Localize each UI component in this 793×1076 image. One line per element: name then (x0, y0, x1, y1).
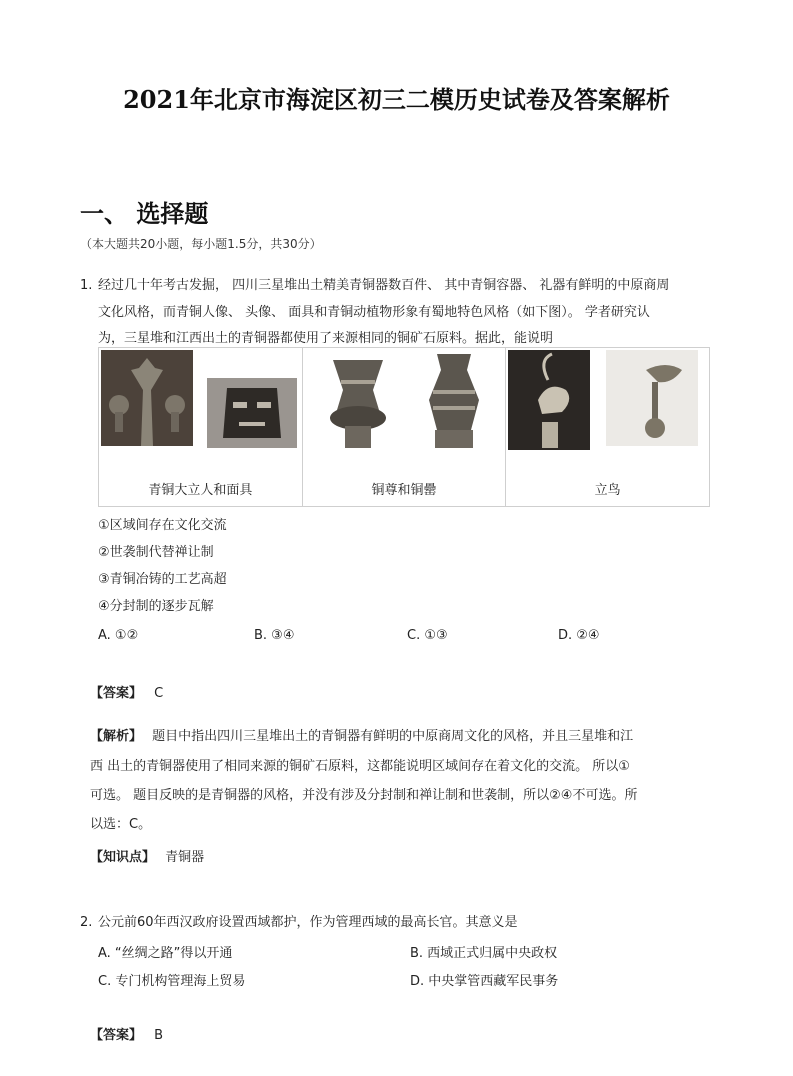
bronze-lei-image (421, 350, 487, 450)
page-title: 2021年北京市海淀区初三二模历史试卷及答案解析 (123, 85, 670, 114)
q2-option-b: B. 西域正式归属中央政权 (410, 946, 558, 961)
bronze-bird-ornament-image (606, 350, 698, 446)
section-note: （本大题共20小题，每小题1.5分，共30分） (80, 237, 322, 251)
q2-option-c: C. 专门机构管理海上贸易 (98, 974, 246, 989)
q1-statement: ①区域间存在文化交流 (98, 518, 227, 533)
answer-value: B (154, 1028, 164, 1043)
q1-option-a: A. ①② (98, 628, 139, 643)
bronze-mask-image (207, 378, 297, 448)
q1-option-d: D. ②④ (558, 628, 600, 643)
q2-option-a: A. “丝绸之路”得以开通 (98, 946, 233, 961)
q1-number: 1. (80, 278, 93, 293)
answer-label: 【答案】 (90, 686, 143, 701)
q1-option-c: C. ①③ (407, 628, 448, 643)
figure-cell-bronze-figure (99, 348, 303, 506)
q1-answer (90, 684, 163, 704)
q1-stem-line: 文化风格，而青铜人像、 头像、 面具和青铜动植物形象有蜀地特色风格（如下图）。 学者研究认 (98, 305, 650, 320)
q1-option-b: B. ③④ (254, 628, 295, 643)
bronze-standing-figure-image (101, 350, 193, 446)
q2-option-d: D. 中央掌管西藏军民事务 (410, 974, 559, 989)
figure-cell-bronze-vessels (303, 348, 507, 506)
analysis-line: 题目中指出四川三星堆出土的青铜器有鲜明的中原商周文化的风格，并且三星堆和江 (152, 729, 634, 744)
q1-figure-table (98, 347, 710, 507)
figure-caption: 铜尊和铜罍 (371, 483, 437, 498)
q1-stem-line: 为，三星堆和江西出土的青铜器都使用了来源相同的铜矿石原料。据此，能说明 (98, 331, 554, 346)
q1-statement: ③青铜冶铸的工艺高超 (98, 572, 227, 587)
analysis-label: 【解析】 (90, 729, 143, 744)
answer-label: 【答案】 (90, 1028, 143, 1043)
knowledge-value: 青铜器 (165, 850, 205, 865)
bronze-zun-image (323, 350, 393, 450)
q1-statement: ②世袭制代替禅让制 (98, 545, 214, 560)
section-heading: 一、 选择题 (80, 200, 209, 228)
figure-cell-bronze-bird (506, 348, 709, 506)
answer-value: C (154, 686, 164, 701)
q1-stem-line: 经过几十年考古发掘， 四川三星堆出土精美青铜器数百件、 其中青铜容器、 礼器有鲜明的中原商周 (98, 278, 670, 293)
analysis-line: 以选：C。 (90, 817, 152, 832)
bronze-bird-image (508, 350, 590, 450)
q2-answer (90, 1026, 163, 1046)
q1-analysis-first-line (90, 727, 633, 747)
analysis-line: 西 出土的青铜器使用了相同来源的铜矿石原料，这都能说明区域间存在着文化的交流。 所以① (90, 759, 630, 774)
knowledge-label: 【知识点】 (90, 850, 156, 865)
q2-stem: 公元前60年西汉政府设置西域都护，作为管理西域的最高长官。其意义是 (98, 915, 518, 930)
q1-statement: ④分封制的逐步瓦解 (98, 599, 214, 614)
figure-caption: 青铜大立人和面具 (148, 483, 253, 498)
q1-knowledge-point (90, 848, 204, 868)
analysis-line: 可选。 题目反映的是青铜器的风格，并没有涉及分封制和禅让制和世袭制，所以②④不可选。所 (90, 788, 638, 803)
figure-caption: 立鸟 (594, 483, 621, 498)
q2-number: 2. (80, 915, 93, 930)
